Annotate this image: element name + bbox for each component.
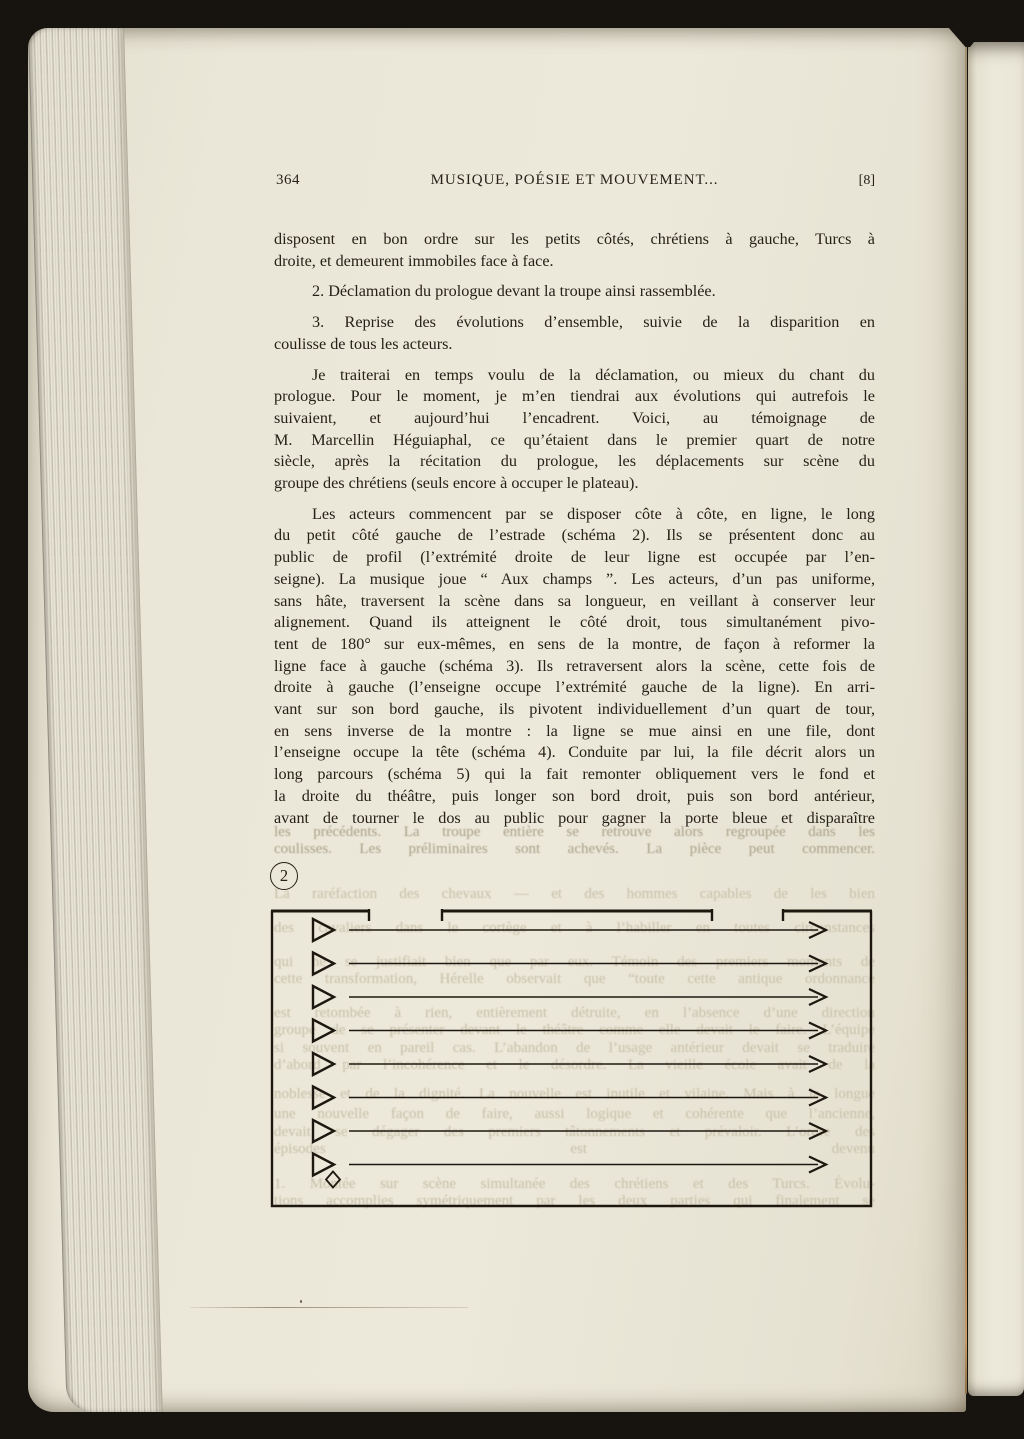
ghost-line: si souvent en pareil cas. L’abandon de l’usage antérieur devait se traduire <box>274 1040 875 1056</box>
issue-number: [8] <box>858 173 875 188</box>
actor-triangle <box>313 1020 334 1042</box>
text-line: disposent en bon ordre sur les petits côtés, chrétiens à gauche, Turcs à <box>274 230 875 248</box>
text-line: du petit côté gauche de l’estrade (schéma 2). Ils se présentent donc au <box>274 526 875 545</box>
running-title: MUSIQUE, POÉSIE ET MOUVEMENT... <box>430 172 719 188</box>
ghost-line: qui ne se justifiait bien que par eux. Témoin des premiers moments de <box>274 954 875 970</box>
text-line: public de profil (l’extrémité droite de leur ligne est occupée par l’en- <box>274 548 875 567</box>
actor-row <box>313 1020 826 1042</box>
actor-triangle <box>313 953 334 975</box>
text-line: suivaient, et aujourd’hui l’encadrent. Voici, au témoignage de <box>274 408 875 427</box>
actor-row <box>313 986 826 1008</box>
stage-diagram <box>270 909 874 1209</box>
actor-triangle <box>313 1087 334 1109</box>
text-line: M. Marcellin Héguiaphal, ce qu’étaient dans le premier quart de notre <box>274 430 875 449</box>
ghost-line: coulisses. Les préliminaires sont achevés. La pièce peut commencer. <box>274 841 875 857</box>
actor-row <box>313 1154 826 1188</box>
paragraph <box>274 229 875 272</box>
text-line: alignement. Quand ils atteignent le côté droit, tous simultanément pivo- <box>274 613 875 632</box>
text-line: l’enseigne occupe la tête (schéma 4). Conduite par lui, la file décrit alors un <box>274 743 875 762</box>
ghost-line: devait se dégager des premiers tâtonnements et prévaloir. L’ordre des <box>274 1124 875 1140</box>
text-line: long parcours (schéma 5) qui la fait remonter obliquement vers le fond et <box>274 765 875 784</box>
text-line: la droite du théâtre, puis longer son bord droit, puis son bord antérieur, <box>274 786 875 805</box>
text-line: coulisse de tous les acteurs. <box>274 334 453 353</box>
text-line: tent de 180° sur eux-mêmes, en sens de la montre, de façon à reformer la <box>274 634 875 653</box>
text-line: 3. Reprise des évolutions d’ensemble, suivie de la disparition en <box>312 313 875 332</box>
ghost-line: épisodes est devenu <box>274 1141 875 1157</box>
ghost-line: noblesse et de la dignité. La nouvelle est inutile et vilaine. Mais à la longue <box>274 1086 875 1102</box>
paragraph <box>274 365 875 495</box>
text-line: seigne). La musique joue “ Aux champs ”. Les acteurs, d’un pas uniforme, <box>274 569 875 588</box>
actor-row <box>313 1053 826 1075</box>
text-line: Les acteurs commencent par se disposer côte à côte, en ligne, le long <box>312 504 875 523</box>
actor-row <box>313 953 826 975</box>
text-line: groupe des chrétiens (seuls encore à occuper le plateau). <box>274 474 639 493</box>
text-line: sans hâte, traversent la scène dans sa longueur, en veillant à conserver leur <box>274 591 875 610</box>
ghost-line: 1. Montée sur scène simultanée des chrétiens et des Turcs. Évolu- <box>274 1176 875 1192</box>
flag-diamond <box>326 1172 340 1188</box>
body-text <box>274 229 875 838</box>
actor-triangle <box>313 1154 334 1176</box>
scan-artifact-dot <box>300 1300 302 1303</box>
text-line: siècle, après la récitation du prologue, les déplacements sur scène du <box>274 452 875 471</box>
actor-triangle <box>313 919 334 941</box>
text-line: Je traiterai en temps voulu de la déclamation, ou mieux du chant du <box>312 365 875 384</box>
text-column <box>274 172 875 827</box>
paragraph <box>274 504 875 830</box>
ghost-line: les précédents. La troupe entière se retrouve alors regroupée dans les <box>274 824 875 840</box>
ghost-line: tions accomplies symétriquement par les deux parties qui finalement se <box>274 1193 875 1209</box>
actor-row <box>313 919 826 941</box>
ghost-line: d’abord par l’incohérence et le désordre. La vieille école avait de la <box>274 1057 875 1073</box>
ghost-line: La raréfaction des chevaux — et des hommes capables de les bien <box>274 886 875 902</box>
text-line: en sens inverse de la montre : la ligne se mue ainsi en une file, dont <box>274 721 875 740</box>
actor-row <box>313 1087 826 1109</box>
text-line: ligne face à gauche (schéma 3). Ils retraversent alors la scène, cette fois de <box>274 656 875 675</box>
scan-artifact-line <box>190 1307 468 1308</box>
paragraph <box>274 281 875 303</box>
text-line: 2. Déclamation du prologue devant la troupe ainsi rassemblée. <box>312 282 716 301</box>
text-line: vant sur son bord gauche, ils pivotent individuellement d’un quart de tour, <box>274 700 875 719</box>
text-line: prologue. Pour le moment, je m’en tiendrai aux évolutions qui autrefois le <box>274 387 875 406</box>
text-line: droite, et demeurent immobiles face à face. <box>274 251 554 270</box>
ghost-line: des cavaliers dans le cortège et à l’habiller en toutes circonstances <box>274 920 875 936</box>
stage-frame <box>272 911 871 1206</box>
ghost-line: cette transformation, Hérelle observait que “toute cette antique ordonnance <box>274 971 875 987</box>
ghost-line: groupe de se présenter devant le théâtre comme elle devait le faire. L’équipe <box>274 1022 875 1038</box>
facing-page-sliver <box>968 42 1024 1396</box>
text-line: droite à gauche (l’enseigne occupe l’extrémité gauche de la ligne). En arri- <box>274 678 875 697</box>
paragraph <box>274 312 875 355</box>
actor-triangle <box>313 1053 334 1075</box>
running-head <box>274 172 875 194</box>
book-gutter <box>965 46 967 1394</box>
ghost-line: est retombée à rien, entièrement détruite, en l’absence d’une direction <box>274 1005 875 1021</box>
actor-row <box>313 1120 826 1142</box>
ghost-line: une nouvelle façon de faire, aussi logique et cohérente que l’ancienne, <box>274 1106 875 1122</box>
page-number: 364 <box>276 172 300 188</box>
actor-triangle <box>313 986 334 1008</box>
text-line: avant de tourner le dos au public pour gagner la porte bleue et disparaître <box>274 808 875 827</box>
actor-triangle <box>313 1120 334 1142</box>
figure-label: 2 <box>270 862 298 890</box>
